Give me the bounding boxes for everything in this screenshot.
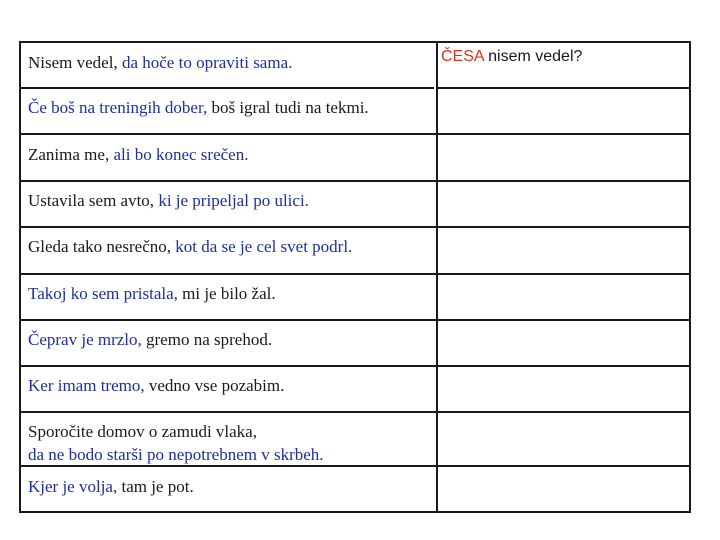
row-divider [21, 226, 689, 228]
header-highlight: ČESA [441, 48, 484, 65]
row-divider [21, 411, 689, 413]
sentence-clause: da hoče to opraviti sama. [121, 53, 293, 72]
sentence-row-4 [28, 189, 309, 212]
sentence-main: boš igral tudi na tekmi. [207, 98, 369, 117]
sentence-row-5 [28, 235, 352, 258]
sentence-clause: ki je pripeljal po ulici. [158, 191, 309, 210]
sentence-main: Zanima me, [28, 145, 114, 164]
sentence-main: Nisem vedel, [28, 53, 122, 72]
sentence-row-1 [28, 51, 292, 74]
sentence-clause: Kjer je volja, [28, 477, 118, 496]
row-divider [438, 87, 689, 89]
sentence-main: tam je pot. [117, 477, 194, 496]
row-divider [21, 365, 689, 367]
sentence-clause: Takoj ko sem pristala, [28, 284, 178, 303]
sentence-row-9-line-1 [28, 420, 257, 443]
column-divider [436, 43, 438, 511]
sentence-clause: da ne bodo starši po nepotrebnem v skrbeh. [28, 445, 324, 464]
exercise-table [19, 41, 691, 513]
sentence-main: mi je bilo žal. [177, 284, 276, 303]
sentence-row-9-line-2 [28, 443, 324, 466]
sentence-main: Ustavila sem avto, [28, 191, 159, 210]
sentence-main: Sporočite domov o zamudi vlaka, [28, 422, 257, 441]
sentence-row-2 [28, 96, 369, 119]
sentence-main: vedno vse pozabim. [144, 376, 285, 395]
sentence-main: Gleda tako nesrečno, [28, 237, 176, 256]
sentence-row-8 [28, 374, 284, 397]
sentence-clause: Ker imam tremo, [28, 376, 145, 395]
sentence-clause: kot da se je cel svet podrl. [175, 237, 353, 256]
sentence-clause: ali bo konec srečen. [113, 145, 249, 164]
sentence-clause: Čeprav je mrzlo, [28, 330, 142, 349]
sentence-clause: Če boš na treningih dober, [28, 98, 208, 117]
row-divider [21, 319, 689, 321]
row-divider [21, 273, 689, 275]
row-divider [21, 87, 434, 89]
header-rest: nisem vedel? [483, 48, 583, 65]
sentence-row-6 [28, 282, 276, 305]
sentence-row-7 [28, 328, 272, 351]
sentence-row-10 [28, 475, 194, 498]
row-divider [21, 180, 689, 182]
sentence-row-3 [28, 143, 248, 166]
row-divider [21, 133, 689, 135]
sentence-main: gremo na sprehod. [141, 330, 273, 349]
